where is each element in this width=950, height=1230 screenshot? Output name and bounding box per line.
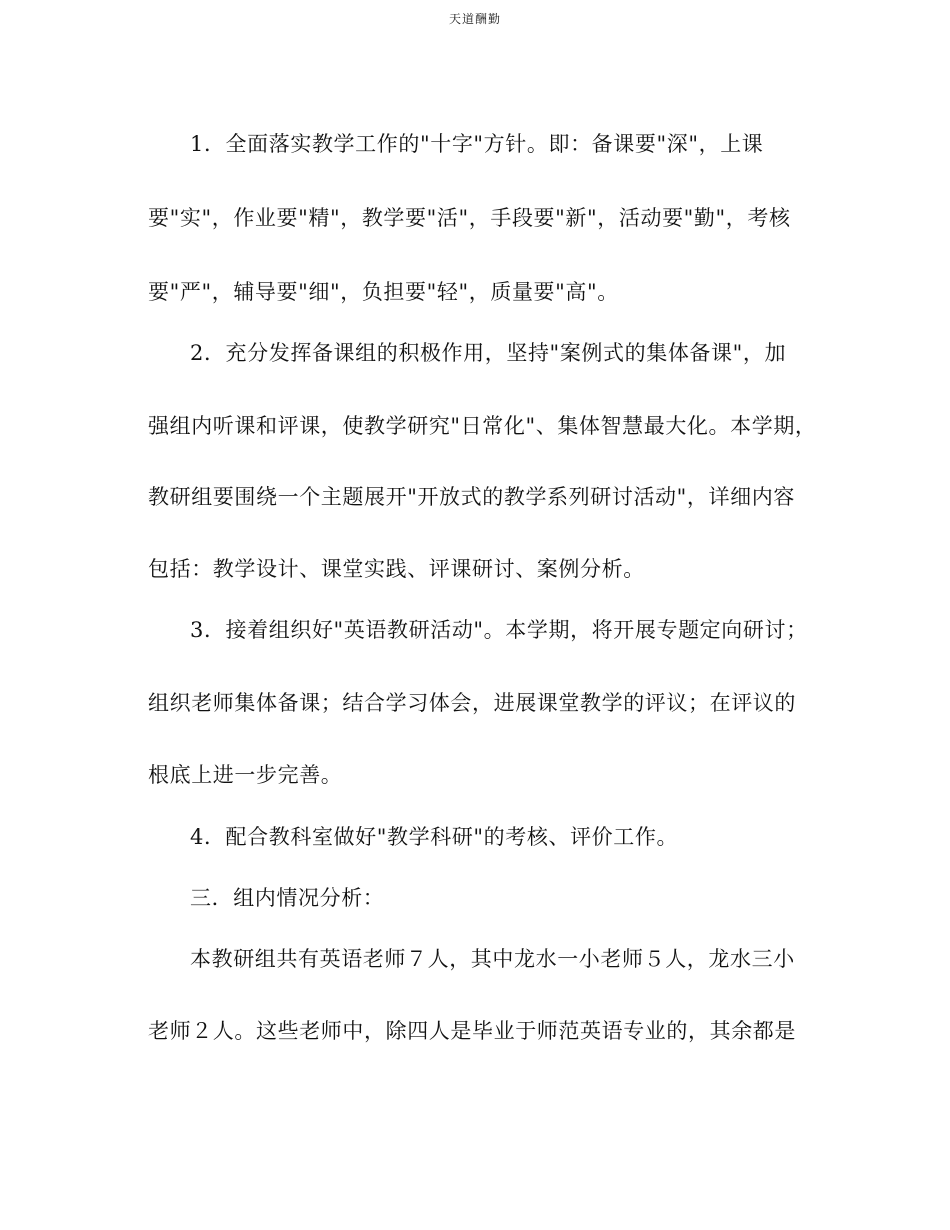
paragraph-line: 1．全面落实教学工作的"十字"方针。即：备课要"深"，上课 (190, 132, 764, 156)
paragraph-line: 包括：教学设计、课堂实践、评课研讨、案例分析。 (148, 557, 645, 581)
page-header: 天道酬勤 (448, 12, 501, 26)
paragraph-line: 组织老师集体备课；结合学习体会，进展课堂教学的评议；在评议的 (148, 691, 796, 715)
paragraph-line: 2．充分发挥备课组的积极作用，坚持"案例式的集体备课"，加 (190, 341, 787, 365)
paragraph-line: 要"严"，辅导要"细"，负担要"轻"，质量要"高"。 (148, 280, 619, 304)
paragraph-line: 老师２人。这些老师中，除四人是毕业于师范英语专业的，其余都是 (148, 1019, 796, 1043)
paragraph-line: 4．配合教科室做好"教学科研"的考核、评价工作。 (190, 825, 679, 849)
paragraph-line: 根底上进一步完善。 (148, 763, 343, 787)
paragraph-line: 强组内听课和评课，使教学研究"日常化"、集体智慧最大化。本学期， (148, 414, 817, 438)
paragraph-line: 要"实"，作业要"精"，教学要"活"，手段要"新"，活动要"勤"，考核 (148, 206, 791, 230)
section-heading: 三．组内情况分析： (190, 886, 385, 910)
paragraph-line: 本教研组共有英语老师７人，其中龙水一小老师５人，龙水三小 (190, 947, 795, 971)
paragraph-line: 3．接着组织好"英语教研活动"。本学期，将开展专题定向研讨； (190, 618, 808, 642)
paragraph-line: 教研组要围绕一个主题展开"开放式的教学系列研讨活动"，详细内容 (148, 485, 795, 509)
